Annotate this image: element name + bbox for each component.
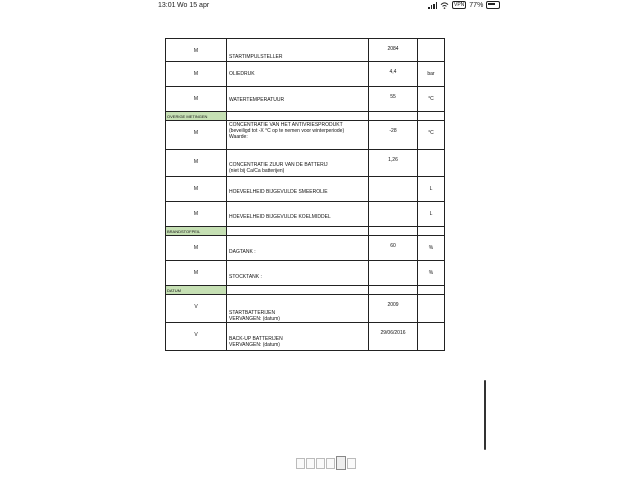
code-cell [166,202,227,227]
row-value: 60 [390,243,396,249]
section-label: BRANDSTOFPEIL [166,227,227,236]
value-cell [369,150,418,177]
code-cell [166,323,227,351]
value-cell [369,295,418,323]
section-empty-cell [369,227,418,236]
section-empty-cell [418,227,445,236]
description-cell [227,177,369,202]
row-unit: °C [428,96,434,102]
section-label: OVERIGE METINGEN [166,112,227,121]
description-line: HOEVEELHEID BIJGEVULDE KOELMIDDEL [229,214,331,220]
row-code: M [193,48,199,54]
row-unit [418,39,444,48]
value-cell [369,87,418,112]
table-row [166,323,445,351]
row-value: 4,4 [389,69,397,75]
value-cell [369,323,418,351]
table-row [166,236,445,261]
status-indicators [428,1,500,9]
battery-percent: 77% [469,1,484,9]
description-cell [227,39,369,62]
unit-cell [418,295,445,323]
page-thumbnail[interactable] [326,458,335,469]
cellular-signal-icon [428,2,437,9]
row-code: M [193,159,199,165]
description-line: OLIEDRUK [229,71,255,77]
section-empty-cell [369,112,418,121]
row-code: M [193,245,199,251]
section-empty-cell [227,112,369,121]
row-value: 55 [390,94,396,100]
maintenance-table [165,38,445,351]
unit-cell [418,323,445,351]
page-thumbnail[interactable] [306,458,315,469]
row-unit: °C [428,130,434,136]
value-cell [369,261,418,286]
row-code: M [193,71,199,77]
row-value: 2009 [387,302,399,308]
description-cell [227,121,369,150]
value-cell [369,62,418,87]
section-empty-cell [369,286,418,295]
description-line: STARTBATTERIJEN [229,310,276,316]
description-line: Waarde: [229,134,248,140]
row-value: 1,26 [388,157,398,163]
value-cell [369,202,418,227]
page-thumbnail[interactable] [296,458,305,469]
row-value: 2084 [387,46,399,52]
description-line: DAGTANK : [229,249,256,255]
table-row [166,62,445,87]
description-line: CONCENTRATIE ZUUR VAN DE BATTERIJ [229,162,328,168]
row-code: M [193,130,199,136]
section-empty-cell [418,286,445,295]
section-empty-cell [227,227,369,236]
row-value [369,261,417,268]
code-cell [166,261,227,286]
row-code: V [194,332,198,338]
row-value: 29/06/2016 [380,330,406,336]
description-cell [227,323,369,351]
table-body [166,39,445,351]
row-unit: % [428,270,434,276]
unit-cell [418,202,445,227]
unit-cell [418,39,445,62]
wifi-icon [440,2,449,9]
row-value [369,202,417,209]
table-row [166,150,445,177]
table-row [166,202,445,227]
table-row [166,121,445,150]
section-label: DATUM [166,286,227,295]
code-cell [166,87,227,112]
unit-cell [418,177,445,202]
unit-cell [418,236,445,261]
value-cell [369,39,418,62]
unit-cell [418,121,445,150]
description-line: VERVANGEN: (datum) [229,316,280,322]
table-row [166,39,445,62]
row-code: M [193,186,199,192]
section-header-row [166,286,445,295]
unit-cell [418,261,445,286]
description-line: STARTIMPULSTELLER [229,54,283,60]
row-value: -28 [389,128,397,134]
row-code: V [194,304,198,310]
row-unit: L [429,186,433,192]
description-line: BACK-UP BATTERIJEN [229,336,283,342]
status-date: Wo 15 apr [177,2,210,9]
description-line: VERVANGEN: (datum) [229,342,280,348]
table-row [166,177,445,202]
description-cell [227,87,369,112]
unit-cell [418,62,445,87]
description-cell [227,62,369,87]
description-cell [227,202,369,227]
row-code: M [193,96,199,102]
row-unit: L [429,211,433,217]
row-code: M [193,270,199,276]
page-thumbnail[interactable] [336,456,346,470]
page-thumbnails [296,458,356,470]
description-line: STOCKTANK : [229,274,262,280]
description-cell [227,150,369,177]
code-cell [166,62,227,87]
section-empty-cell [418,112,445,121]
table-row [166,87,445,112]
code-cell [166,177,227,202]
row-unit [418,323,444,332]
row-unit: % [428,245,434,251]
unit-cell [418,87,445,112]
code-cell [166,295,227,323]
description-line: WATERTEMPERATUUR [229,97,285,103]
battery-icon [486,1,500,9]
vpn-badge: VPN [454,2,465,8]
row-value [369,177,417,184]
code-cell [166,236,227,261]
value-cell [369,121,418,150]
value-cell [369,177,418,202]
unit-cell [418,150,445,177]
section-empty-cell [227,286,369,295]
row-code: M [193,211,199,217]
row-unit: bar [427,71,435,77]
section-header-row [166,112,445,121]
description-line: HOEVEELHEID BIJGEVULDE SMEEROLIE [229,189,328,195]
description-cell [227,261,369,286]
description-line: (niet bij Ca/Ca batterijen) [229,168,285,174]
row-unit [418,295,444,304]
page-thumbnail[interactable] [347,458,356,469]
code-cell [166,39,227,62]
code-cell [166,150,227,177]
row-unit [418,150,444,159]
description-line: CONCENTRATIE VAN HET ANTIVRIESPRODUKT [229,122,343,128]
status-time: 13:01 [158,2,176,9]
table-row [166,261,445,286]
description-cell [227,295,369,323]
page-thumbnail[interactable] [316,458,325,469]
description-line: (beveiligd tot -X °C op te nemen voor winterperiode) [229,128,345,134]
status-bar [0,0,640,14]
code-cell [166,121,227,150]
value-cell [369,236,418,261]
scrollbar[interactable] [484,380,486,450]
description-cell [227,236,369,261]
section-header-row [166,227,445,236]
table-row [166,295,445,323]
